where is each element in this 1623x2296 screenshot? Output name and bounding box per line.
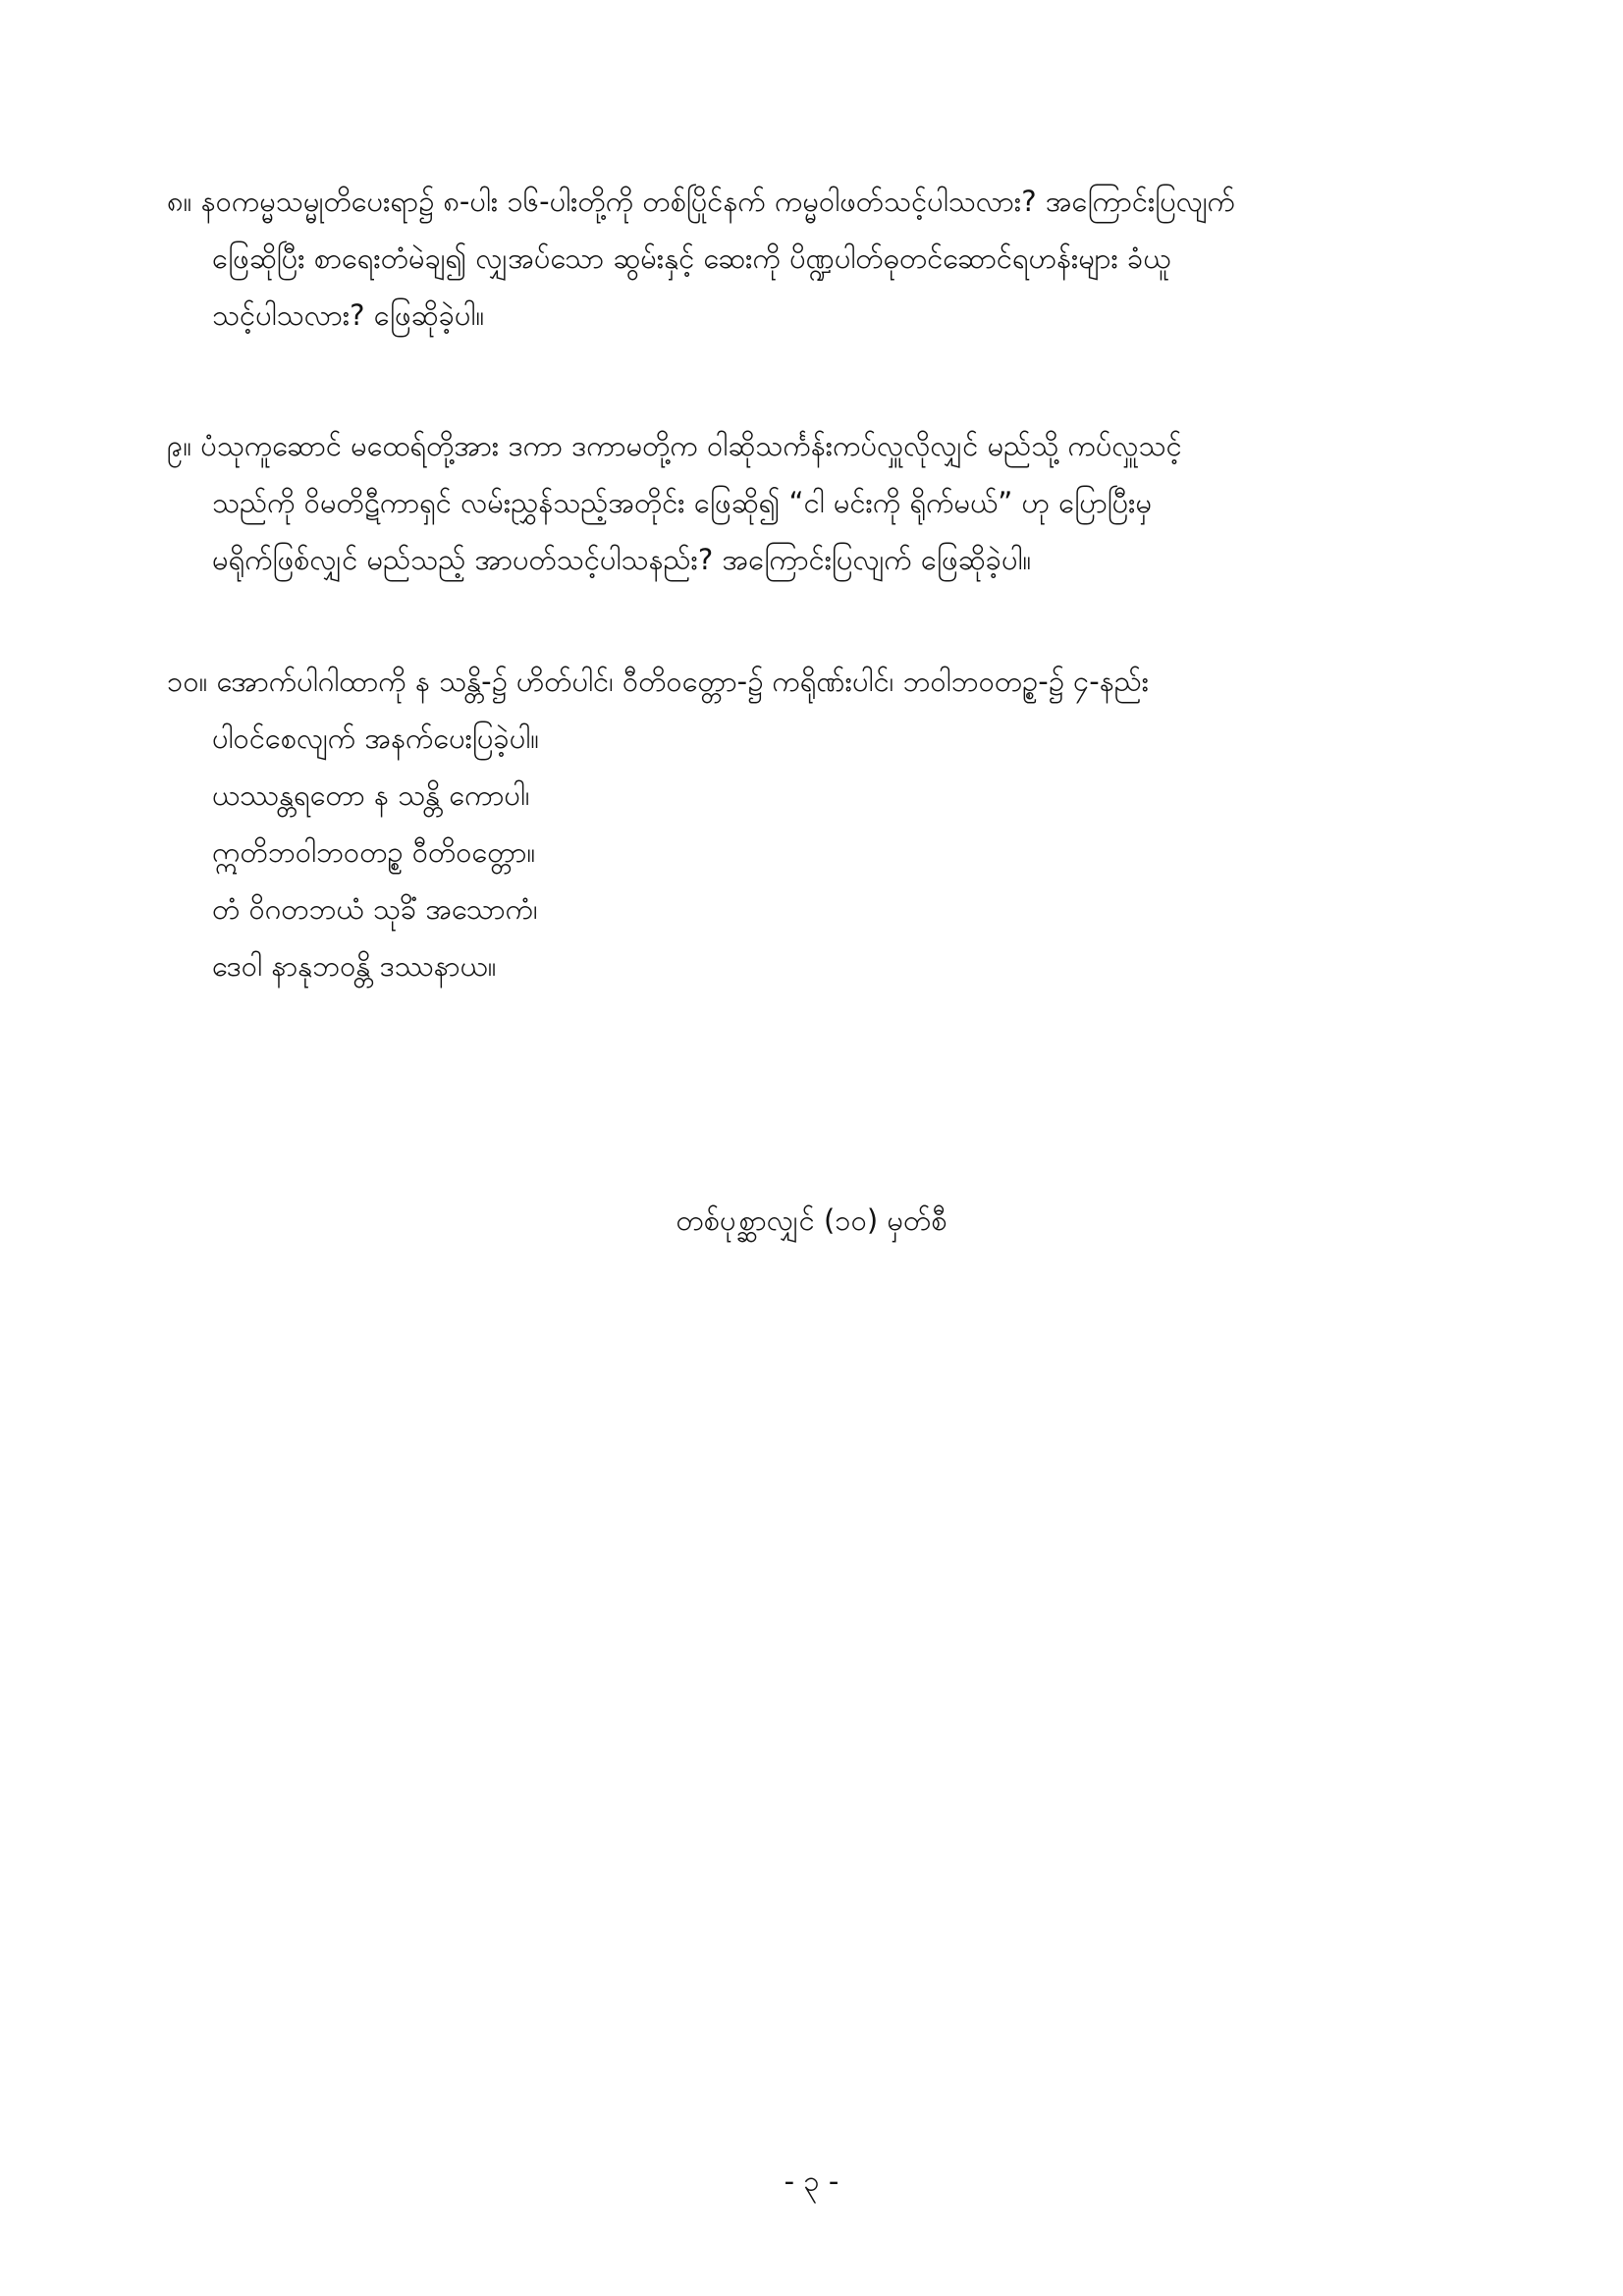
question-8-line-3: သင့်ပါသလား? ဖြေဆိုခဲ့ပါ။ [212, 298, 485, 332]
verse-line-4: ဒေဝါ နာနုဘဝန္တိ ဒဿနာယ။ [212, 949, 497, 983]
verse-line-1: ယဿန္တရတော န သန္တိ ကောပါ၊ [212, 778, 530, 812]
question-9-line-2: သည်ကို ဝိမတိဋီကာရှင် လမ်းညွှန်သည့်အတိုင်း ဖြေဆို၍ “ငါ မင်းကို ရိုက်မယ်” ဟု ပြောပြီးမှ [212, 486, 1153, 519]
question-9-line-1: ၉။ ပံသုကူဆောင် မထေရ်တို့အား ဒကာ ဒကာမတို့က ဝါဆိုသင်္ကန်းကပ်လှူလိုလျှင် မည်သို့ ကပ်လှူသင့် [167, 429, 1182, 462]
question-9 [167, 417, 1492, 588]
question-10 [167, 653, 1492, 994]
question-10-line-1: ၁၀။ အောက်ပါဂါထာကို န သန္တိ-၌ ဟိတ်ပါင်၊ ဝီတိဝတ္တော-၌ ကရိုဏ်းပါင်၊ ဘဝါဘဝတဥ္စ-၌ ၄-နည်း [167, 665, 1150, 698]
question-8 [167, 173, 1492, 344]
marks-note: တစ်ပုစ္ဆာလျှင် (၁၀) မှတ်စီ [676, 1203, 947, 1237]
question-10-line-2: ပါဝင်စေလျက် အနက်ပေးပြခဲ့ပါ။ [212, 721, 540, 755]
page-number: - ၃ - [784, 2164, 839, 2198]
verse-line-3: တံ ဝိဂတဘယံ သုခိံ အသောကံ၊ [212, 892, 538, 926]
question-8-line-2: ဖြေဆိုပြီး စာရေးတံမဲချ၍ လျှအပ်သော ဆွမ်းနှင့် ဆေးကို ပိဏ္ဍပါတ်ဓုတင်ဆောင်ရဟန်းများ ခံယူ [212, 241, 1171, 275]
verse-line-2: ဣတိဘဝါဘဝတဉ္စ ဝီတိဝတ္တော။ [212, 835, 536, 869]
question-8-line-1: ၈။ နဝကမ္မသမ္မုတိပေးရာ၌ ၈-ပါး ၁၆-ပါးတို့ကို တစ်ပြိုင်နက် ကမ္မဝါဖတ်သင့်ပါသလား? အကြောင်းပြလျက် [167, 185, 1235, 218]
question-9-line-3: မရိုက်ဖြစ်လျှင် မည်သည့် အာပတ်သင့်ပါသနည်း? အကြောင်းပြလျက် ဖြေဆိုခဲ့ပါ။ [212, 543, 1032, 576]
